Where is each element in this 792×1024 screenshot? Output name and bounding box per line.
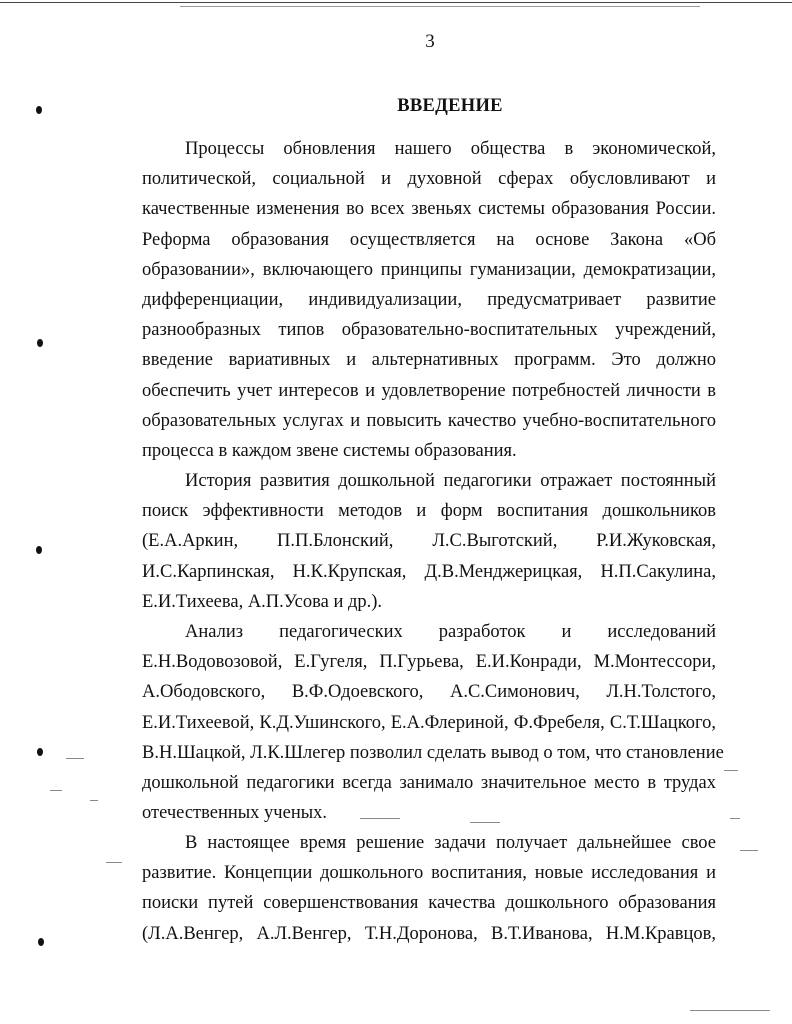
paragraph-history xyxy=(142,466,716,617)
text-line: (Л.А.Венгер, А.Л.Венгер, Т.Н.Доронова, В.Т.Иванова, Н.М.Кравцов, xyxy=(142,923,716,944)
text-line: отечественных ученых. xyxy=(142,803,328,824)
text-line: образовательных услугах и повысить качество учебно-воспитательного xyxy=(142,410,716,431)
scan-noise xyxy=(66,758,84,759)
scan-noise xyxy=(730,818,740,819)
binding-hole-mark xyxy=(38,938,44,946)
text-line: В.Н.Шацкой, Л.К.Шлегер позволил сделать вывод о том, что становление xyxy=(142,742,724,763)
scan-top-edge-line xyxy=(0,2,792,3)
text-line: (Е.А.Аркин, П.П.Блонский, Л.С.Выготский, Р.И.Жуковская, xyxy=(142,531,716,552)
text-line: качественные изменения во всех звеньях системы образования России. xyxy=(142,199,716,220)
text-line: Е.И.Тихеевой, К.Д.Ушинского, Е.А.Флериной, Ф.Фребеля, С.Т.Шацкого, xyxy=(142,712,716,733)
binding-hole-mark xyxy=(37,339,43,347)
text-line: дифференциации, индивидуализации, предусматривает развитие xyxy=(142,289,716,310)
text-line: История развития дошкольной педагогики отражает постоянный xyxy=(185,471,716,491)
scan-top-edge-line-faint xyxy=(180,6,700,7)
text-line: поиски путей совершенствования качества дошкольного образования xyxy=(142,893,716,914)
scan-noise xyxy=(724,770,738,771)
binding-hole-mark xyxy=(36,546,42,554)
text-line: развитие. Концепции дошкольного воспитания, новые исследования и xyxy=(142,863,716,884)
text-line: Е.И.Тихеева, А.П.Усова и др.). xyxy=(142,591,383,612)
scan-noise xyxy=(106,862,122,863)
text-line: Анализ педагогических разработок и исследований xyxy=(185,622,716,642)
text-line: Е.Н.Водовозовой, Е.Гугеля, П.Гурьева, Е.И.Конради, М.Монтессори, xyxy=(142,652,716,673)
scan-noise xyxy=(690,1010,770,1011)
text-line: введение вариативных и альтернативных программ. Это должно xyxy=(142,350,716,371)
paragraph-analysis xyxy=(142,617,724,828)
text-line: А.Ободовского, В.Ф.Одоевского, А.С.Симонович, Л.Н.Толстого, xyxy=(142,682,716,703)
text-line: В настоящее время решение задачи получает дальнейшее свое xyxy=(185,833,716,853)
text-line: образовании», включающего принципы гуманизации, демократизации, xyxy=(142,259,716,280)
binding-hole-mark xyxy=(36,106,42,114)
text-line: процесса в каждом звене системы образования. xyxy=(142,440,517,461)
text-line: дошкольной педагогики всегда занимало значительное место в трудах xyxy=(142,772,716,793)
text-line: обеспечить учет интересов и удовлетворение потребностей личности в xyxy=(142,380,716,401)
page-number: 3 xyxy=(425,31,435,52)
text-line: И.С.Карпинская, Н.К.Крупская, Д.В.Менджерицкая, Н.П.Сакулина, xyxy=(142,561,716,582)
text-line: разнообразных типов образовательно-воспитательных учреждений, xyxy=(142,320,716,341)
paragraph-intro xyxy=(142,134,716,466)
scan-noise xyxy=(90,800,98,801)
scan-noise xyxy=(50,790,62,791)
binding-hole-mark xyxy=(37,748,43,756)
text-line: поиск эффективности методов и форм воспитания дошкольников xyxy=(142,501,716,522)
paragraph-present xyxy=(142,828,716,949)
scan-noise xyxy=(740,850,758,851)
text-line: политической, социальной и духовной сферах обусловливают и xyxy=(142,169,716,190)
text-line: Процессы обновления нашего общества в экономической, xyxy=(185,139,716,159)
section-title: ВВЕДЕНИЕ xyxy=(397,96,503,116)
text-line: Реформа образования осуществляется на основе Закона «Об xyxy=(142,229,716,250)
